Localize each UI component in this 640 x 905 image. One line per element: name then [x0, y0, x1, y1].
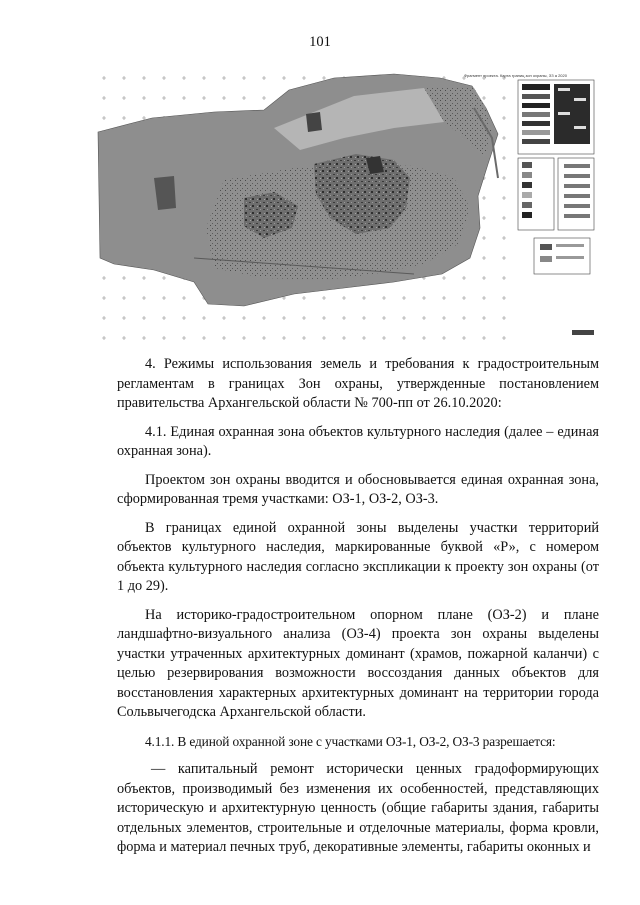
zone-map [94, 68, 598, 345]
paragraph-section-4-1-1: 4.1.1. В единой охранной зоне с участками ОЗ-1, ОЗ-2, ОЗ-3 разрешается: [145, 733, 556, 749]
paragraph-section-4-1: 4.1. Единая охранная зона объектов культурного наследия (далее – единая охранная зона). [117, 423, 599, 459]
page-number: 101 [309, 34, 331, 50]
paragraph-zones: Проектом зон охраны вводится и обосновывается единая охранная зона, сформированная тремя участками: ОЗ-1, ОЗ-2, ОЗ-3. [117, 471, 599, 507]
paragraph-dominants: На историко-градостроительном опорном плане (ОЗ-2) и плане ландшафтно-визуального анализа (ОЗ-4) проекта зон охраны выделены участки утраченных архитектурных доминант (храмов, пожарной каланчи) с целью резервирования возможности воссоздания данных объектов для восстановления характерных архитектурных доминант на территории города Сольвычегодска Архангельской области. [117, 606, 599, 720]
paragraph-permitted-item: — капитальный ремонт исторически ценных градоформирующих объектов, производимый без изменения их особенностей, представляющих историческую и архитектурную ценность (общие габариты здания, габариты отдельных элементов, строительные и отделочные материалы, форма кровли, форма и материал печных труб, декоративные элементы, габариты оконных и [117, 761, 599, 855]
paragraph-section-4: 4. Режимы использования земель и требования к градостроительным регламентам в границах Зон охраны, утвержденные постановлением правительства Архангельской области № 700-пп от 26.10.2020: [117, 356, 599, 411]
paragraph-heritage-sites: В границах единой охранной зоны выделены участки территорий объектов культурного наследия, маркированные буквой «Р», с номером объекта культурного наследия согласно экспликации к проекту зон охраны (от 1 до 29). [117, 519, 599, 594]
body-text [117, 355, 599, 858]
map-header-text: Фрагмент проекта. Карта границ зон охраны, ЗЗ а 2020 [464, 73, 567, 78]
